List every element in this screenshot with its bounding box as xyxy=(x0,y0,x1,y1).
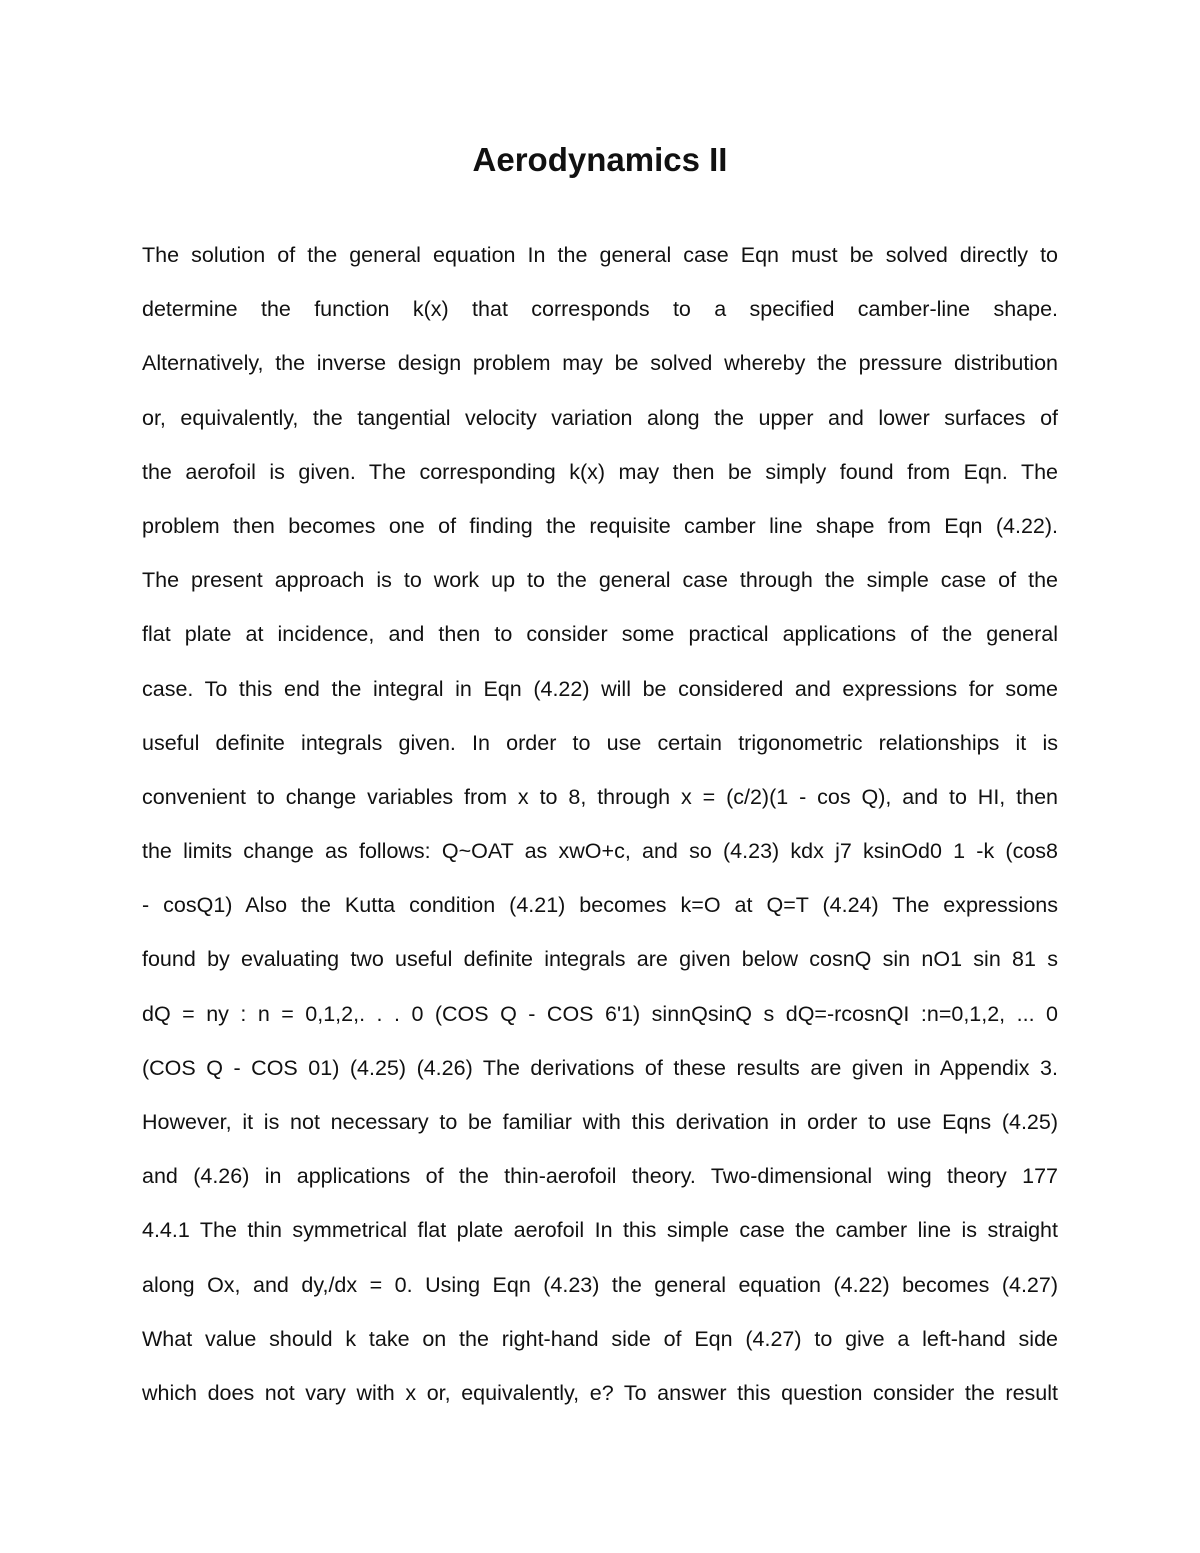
text-line: - cosQ1) Also the Kutta condition (4.21) becomes k=O at Q=T (4.24) The expressions xyxy=(142,893,1058,918)
text-line: useful definite integrals given. In order to use certain trigonometric relationships it is xyxy=(142,730,1058,755)
text-line: The present approach is to work up to the general case through the simple case of the xyxy=(142,568,1058,593)
text-line: The solution of the general equation In the general case Eqn must be solved directly to xyxy=(142,243,1058,267)
text-line: determine the function k(x) that corresponds to a specified camber-line shape. xyxy=(142,297,1058,322)
text-line: and (4.26) in applications of the thin-aerofoil theory. Two-dimensional wing theory 177 xyxy=(142,1164,1058,1189)
document-title: Aerodynamics II xyxy=(472,141,728,178)
text-line: convenient to change variables from x to 8, through x = (c/2)(1 - cos Q), and to HI, then xyxy=(142,784,1058,809)
text-line: flat plate at incidence, and then to consider some practical applications of the general xyxy=(142,622,1058,647)
text-line: dQ = ny : n = 0,1,2,. . . 0 (COS Q - COS 6'1) sinnQsinQ s dQ=-rcosnQI :n=0,1,2, ... 0 xyxy=(142,1001,1058,1026)
text-line: Alternatively, the inverse design problem may be solved whereby the pressure distribution xyxy=(142,351,1058,376)
text-line: found by evaluating two useful definite integrals are given below cosnQ sin nO1 sin 81 s xyxy=(142,947,1058,972)
text-line: or, equivalently, the tangential velocity variation along the upper and lower surfaces of xyxy=(142,405,1058,430)
text-line: (COS Q - COS 01) (4.25) (4.26) The derivations of these results are given in Appendix 3. xyxy=(142,1055,1058,1080)
text-line: problem then becomes one of finding the requisite camber line shape from Eqn (4.22). xyxy=(142,513,1058,538)
text-line: 4.4.1 The thin symmetrical flat plate aerofoil In this simple case the camber line is straight xyxy=(142,1218,1058,1243)
text-line: case. To this end the integral in Eqn (4.22) will be considered and expressions for some xyxy=(142,676,1058,701)
text-line: What value should k take on the right-hand side of Eqn (4.27) to give a left-hand side xyxy=(142,1326,1058,1351)
text-line: the limits change as follows: Q~OAT as xwO+c, and so (4.23) kdx j7 ksinOd0 1 -k (cos8 xyxy=(142,839,1058,864)
text-line: the aerofoil is given. The corresponding k(x) may then be simply found from Eqn. The xyxy=(142,459,1058,484)
text-line: along Ox, and dy,/dx = 0. Using Eqn (4.23) the general equation (4.22) becomes (4.27) xyxy=(142,1272,1058,1297)
text-line: which does not vary with x or, equivalently, e? To answer this question consider the result xyxy=(142,1380,1058,1405)
text-line: However, it is not necessary to be familiar with this derivation in order to use Eqns (4.25) xyxy=(142,1110,1058,1134)
body-paragraph xyxy=(142,228,1058,1420)
